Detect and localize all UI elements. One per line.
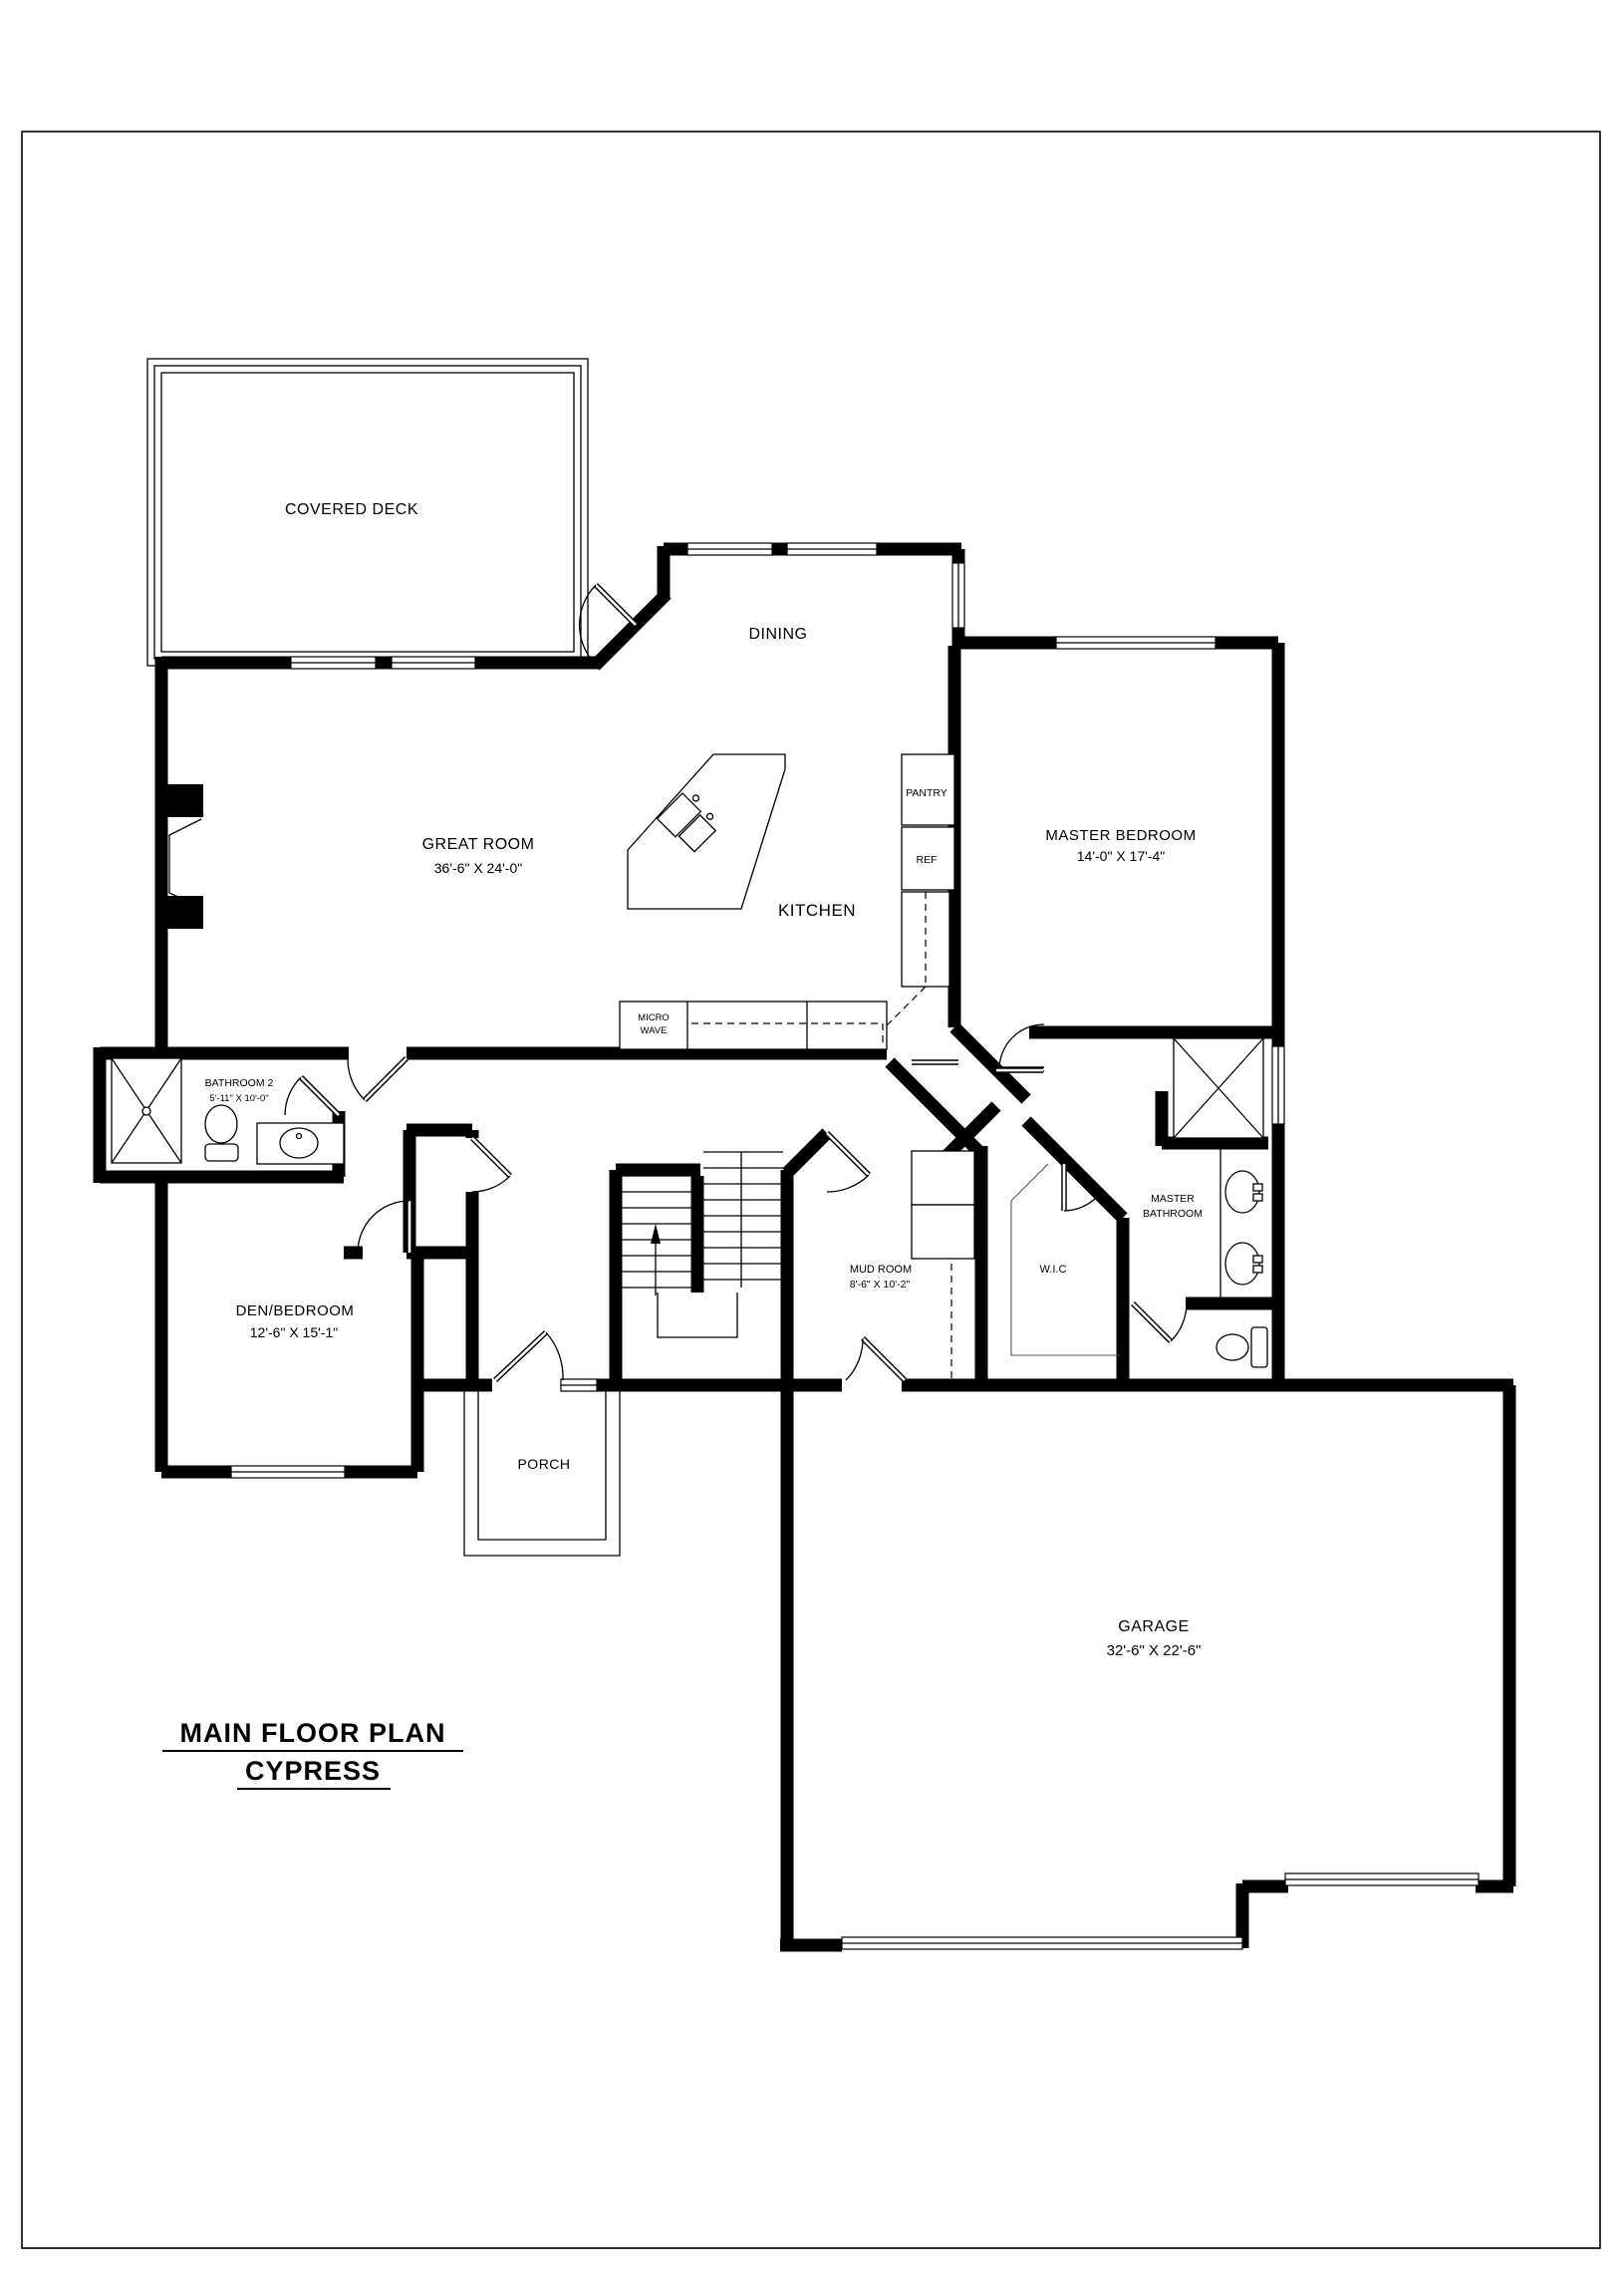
master-bathroom-label-2: BATHROOM: [1143, 1208, 1203, 1220]
master-bedroom-dims: 14'-0" X 17'-4": [1076, 848, 1166, 864]
window: [392, 657, 475, 669]
master-bathroom-label-1: MASTER: [1151, 1193, 1195, 1205]
master-shower: [1174, 1038, 1263, 1138]
mud-room-dims: 8'-6" X 10'-2": [849, 1279, 911, 1291]
mudroom-lockers: [912, 1151, 974, 1378]
den-door: [358, 1201, 409, 1253]
mudroom-garage-door: [846, 1338, 905, 1380]
master-vanity: [1220, 1148, 1262, 1297]
title-block: [162, 1718, 463, 1789]
bathroom2-door: [285, 1077, 339, 1115]
window: [687, 543, 772, 555]
den-bedroom-label: DEN/BEDROOM: [235, 1302, 355, 1319]
foyer-mudroom-door: [827, 1133, 869, 1192]
foyer-closet-door: [472, 1138, 510, 1192]
great-room-dims: 36'-6" X 24'-0": [433, 860, 523, 876]
pantry-label: PANTRY: [906, 787, 947, 799]
bathroom2-dims: 5'-11" X 10'-0": [209, 1093, 269, 1104]
ref-label: REF: [916, 854, 938, 866]
microwave-label-2: WAVE: [640, 1025, 668, 1036]
page-border: [22, 132, 1600, 2248]
master-bedroom-label: MASTER BEDROOM: [1045, 827, 1197, 844]
great-room-label: GREAT ROOM: [421, 836, 535, 853]
window: [787, 543, 877, 555]
stair-up-arrow: [651, 1224, 661, 1244]
window: [1056, 637, 1216, 649]
window: [231, 1466, 345, 1478]
mud-room-label: MUD ROOM: [849, 1264, 913, 1276]
plan-subtitle: CYPRESS: [244, 1756, 382, 1786]
window: [1272, 1046, 1284, 1124]
wic-label: W.I.C: [1039, 1264, 1067, 1276]
garage-door-main: [842, 1937, 1242, 1949]
porch-label: PORCH: [517, 1456, 571, 1472]
plan-title: MAIN FLOOR PLAN: [179, 1718, 446, 1748]
garage-dims: 32'-6" X 22'-6": [1106, 1642, 1202, 1659]
microwave-label-1: MICRO: [638, 1012, 670, 1023]
porch-outline: [464, 1391, 620, 1556]
hall-door: [348, 1058, 406, 1100]
garage-door-side: [1285, 1873, 1479, 1885]
kitchen-island: [628, 754, 785, 909]
garage-label: GARAGE: [1118, 1618, 1190, 1635]
window: [291, 657, 376, 669]
bathroom2-toilet: [205, 1105, 238, 1161]
entry-door: [495, 1332, 563, 1380]
covered-deck-label: COVERED DECK: [284, 501, 419, 518]
window: [952, 563, 964, 628]
master-toilet: [1216, 1327, 1267, 1367]
dining-label: DINING: [748, 626, 808, 643]
kitchen-label: KITCHEN: [777, 901, 857, 920]
bathroom2-sink: [257, 1123, 344, 1164]
toilet-room-door: [1133, 1303, 1187, 1341]
bathroom2-shower: [112, 1058, 181, 1163]
entry-sidelite-window: [561, 1379, 597, 1391]
den-bedroom-dims: 12'-6" X 15'-1": [249, 1324, 339, 1340]
bathroom2-label: BATHROOM 2: [204, 1077, 274, 1089]
